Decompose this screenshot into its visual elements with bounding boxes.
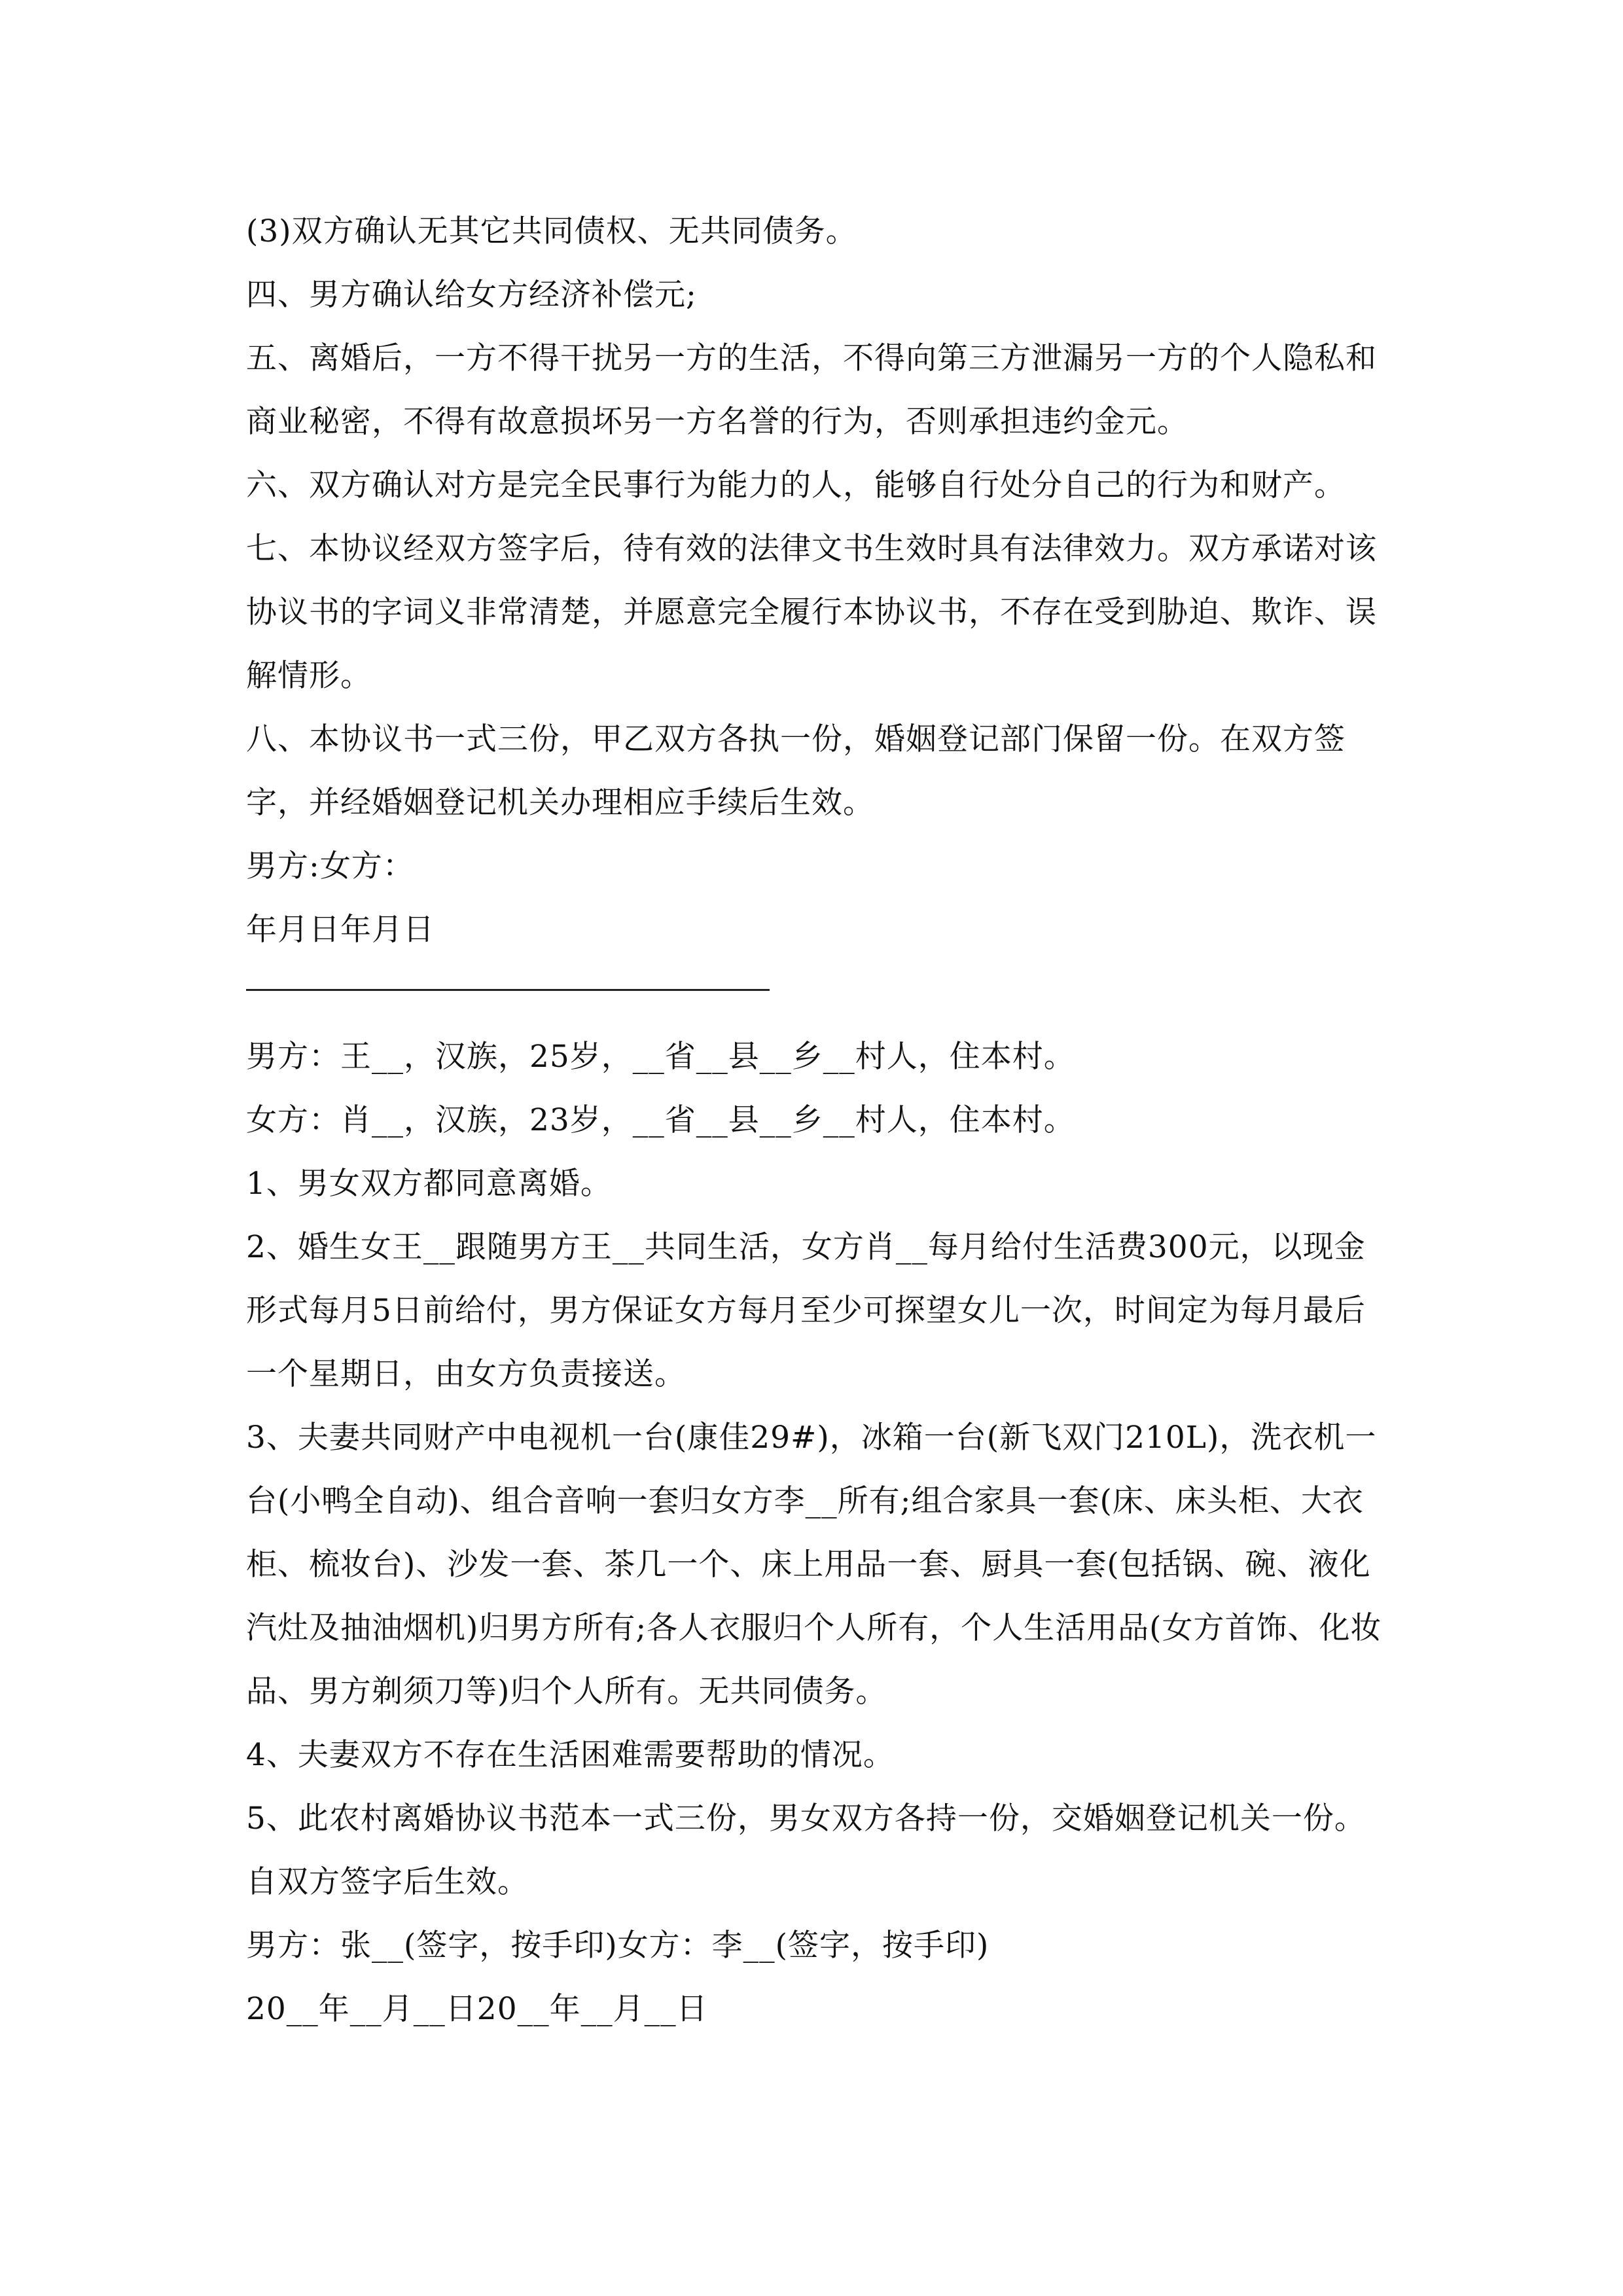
clause-eight-copies: 八、本协议书一式三份，甲乙双方各执一份，婚姻登记部门保留一份。在双方签字，并经婚姻登记机关办理相应手续后生效。 [246, 721, 1346, 821]
clause-seven-effect: 七、本协议经双方签字后，待有效的法律文书生效时具有法律效力。双方承诺对该协议书的字词义非常清楚，并愿意完全履行本协议书，不存在受到胁迫、欺诈、误解情形。 [246, 531, 1377, 694]
date-line-1: 年月日年月日 [246, 912, 435, 948]
item-2-custody: 2、婚生女王__跟随男方王__共同生活，女方肖__每月给付生活费300元，以现金形式每月5日前给付，男方保证女方每月至少可探望女儿一次，时间定为每月最后一个星期日，由女方负责接送。 [246, 1229, 1366, 1392]
document-body [246, 200, 1391, 2041]
item-5-copies: 5、此农村离婚协议书范本一式三份，男女双方各持一份，交婚姻登记机关一份。自双方签字后生效。 [246, 1801, 1366, 1900]
clause-3-no-debts: (3)双方确认无其它共同债权、无共同债务。 [246, 213, 857, 249]
clause-four-compensation: 四、男方确认给女方经济补偿元; [246, 277, 697, 313]
clause-five-privacy: 五、离婚后，一方不得干扰另一方的生活，不得向第三方泄漏另一方的个人隐私和商业秘密，不得有故意损坏另一方名誉的行为，否则承担违约金元。 [246, 340, 1377, 440]
item-3-property: 3、夫妻共同财产中电视机一台(康佳29#)，冰箱一台(新飞双门210L)，洗衣机一台(小鸭全自动)、组合音响一套归女方李__所有;组合家具一套(床、床头柜、大衣柜、梳妆台)、沙发一套、茶几一个、床上用品一套、厨具一套(包括锅、碗、液化汽灶及抽油烟机)归男方所有;各人衣服归个人所有，个人生活用品(女方首饰、化妆品、男方剃须刀等)归个人所有。无共同债务。 [246, 1420, 1382, 1710]
clause-six-capacity: 六、双方确认对方是完全民事行为能力的人，能够自行处分自己的行为和财产。 [246, 467, 1346, 503]
male-party-info: 男方：王__，汉族，25岁，__省__县__乡__村人，住本村。 [246, 1039, 1075, 1075]
female-party-info: 女方：肖__，汉族，23岁，__省__县__乡__村人，住本村。 [246, 1102, 1075, 1138]
signature-line-1: 男方:女方： [246, 848, 414, 884]
item-4-hardship: 4、夫妻双方不存在生活困难需要帮助的情况。 [246, 1737, 895, 1773]
item-1-consent: 1、男女双方都同意离婚。 [246, 1166, 612, 1202]
signature-line-2: 男方：张__(签字，按手印)女方：李__(签字，按手印) [246, 1928, 990, 1964]
section-divider [246, 989, 770, 991]
date-line-2: 20__年__月__日20__年__月__日 [246, 1991, 708, 2027]
